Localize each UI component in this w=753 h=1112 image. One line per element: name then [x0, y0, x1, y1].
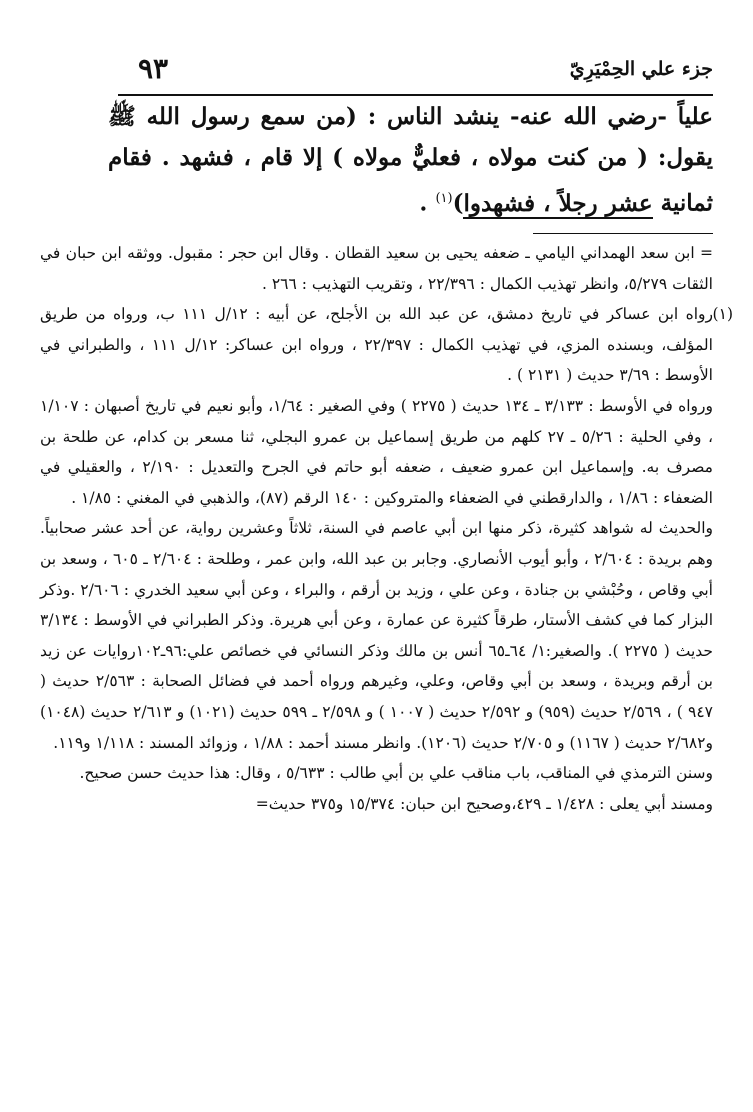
main-text: [108, 96, 713, 224]
main-line-3-underlined: عشر رجلاً ، فشهدوا: [463, 189, 653, 217]
footnote-continuation: = ابن سعد الهمداني اليامي ـ ضعفه يحيى بن سعيد القطان . وقال ابن حجر : مقبول. ووثقه ابن حبان في الثقات ٥/٢٧٩، وانظر تهذيب الكمال : ٢٢/٣٩٦ ، وتقريب التهذيب : ٢٦٦ .: [40, 244, 713, 293]
footnote-1: [40, 299, 731, 391]
page-header: [118, 50, 713, 96]
main-line-3-end: .: [419, 189, 436, 217]
page-number: ٩٣: [138, 52, 169, 85]
main-line-1: علياً -رضي الله عنه- ينشد الناس : (من سمع رسول الله ﷺ: [108, 103, 713, 130]
footnote-paragraph-5: ومسند أبي يعلى : ١/٤٢٨ ـ ٤٢٩،وصحيح ابن حبان: ١٥/٣٧٤ و٣٧٥ حديث=: [255, 794, 713, 813]
main-line-2: يقول: ( من كنت مولاه ، فعليٌّ مولاه ) إلا قام ، فشهد . فقام ثمانية: [108, 144, 713, 217]
running-title: جزء علي الحِمْيَرِيّ: [569, 58, 713, 80]
footnote-paragraph-2: ورواه في الأوسط : ٣/١٣٣ ـ ١٣٤ حديث ( ٢٢٧٥ ) وفي الصغير : ١/٦٤، وأبو نعيم في تاريخ أصبهان : ١/١٠٧ ، وفي الحلية : ٥/٢٦ ـ ٢٧ كلهم من طريق إسماعيل بن عمرو البجلي، ثنا مسعر بن كدام، عن طلحة بن مصرف به. وإسماعيل ابن عمرو ضعيف ، ضعفه أبو حاتم في الجرح والتعديل : ٢/١٩٠ ، والعقيلي في الضعفاء : ١/٨٦ ، والدارقطني في الضعفاء والمتروكين : ١٤٠ الرقم (٨٧)، والذهبي في المغني : ١/٨٥ .: [40, 396, 713, 507]
footnote-separator: [533, 233, 713, 234]
footnote-reference: (١): [435, 191, 453, 206]
footnote-1-text: رواه ابن عساكر في تاريخ دمشق، عن عبد الله بن الأجلح، عن أبيه : ١٢/ل ١١١ ب، ورواه من طريق المؤلف، وبسنده المزي، في تهذيب الكمال : ٢٢/٣٩٧ ، ورواه ابن عساكر: ١٢/ل ١١١ ، والطبراني في الأوسط : ٣/٦٩ حديث ( ٢١٣١ ) .: [40, 305, 714, 385]
footnote-1-number: (١): [712, 305, 733, 324]
footnotes: [40, 238, 731, 819]
footnote-paragraph-3: والحديث له شواهد كثيرة، ذكر منها ابن أبي عاصم في السنة، ثلاثاً وعشرين رواية، عن أحد عشر صحابياً. وهم بريدة : ٢/٦٠٤ ، وأبو أيوب الأنصاري. وجابر بن عبد الله، وابن عمر ، وطلحة : ٢/٦٠٤ ـ ٦٠٥ ، وسعد بن أبي وقاص ، وحُبْشي بن جنادة ، وعن علي ، وزيد بن أرقم ، والبراء ، وعن أبي سعيد الخدري : ٢/٦٠٦ .وذكر البزار كما في كشف الأستار، طرقاً كثيرة عن عمارة ، وعن أبي هريرة. وذكر الطبراني في الأوسط : ٣/١٣٤ حديث ( ٢٢٧٥ ). والصغير:١/ ٦٤ـ٦٥ أنس بن مالك وذكر النسائي في خصائص علي:٩٦ـ١٠٢روايات عن زيد بن أرقم وبريدة ، وسعد بن أبي وقاص، وعلي، وغيرهم ورواه أحمد في فضائل الصحابة : ٢/٥٦٣ حديث ( ٩٤٧ ) ، ٢/٥٦٩ حديث (٩٥٩) و ٢/٥٩٢ حديث ( ١٠٠٧ ) و ٢/٥٩٨ ـ ٥٩٩ حديث (١٠٢١) و ٢/٦١٣ حديث (١٠٤٨) و٢/٦٨٢ حديث ( ١١٦٧) و ٢/٧٠٥ حديث (١٢٠٦). وانظر مسند أحمد : ١/٨٨ ، وزوائد المسند : ١/١١٨ و١١٩.: [40, 519, 714, 752]
footnote-paragraph-4: وسنن الترمذي في المناقب، باب مناقب علي بن أبي طالب : ٥/٦٣٣ ، وقال: هذا حديث حسن صحيح.: [79, 764, 713, 783]
main-line-3-tail: ): [452, 189, 464, 217]
